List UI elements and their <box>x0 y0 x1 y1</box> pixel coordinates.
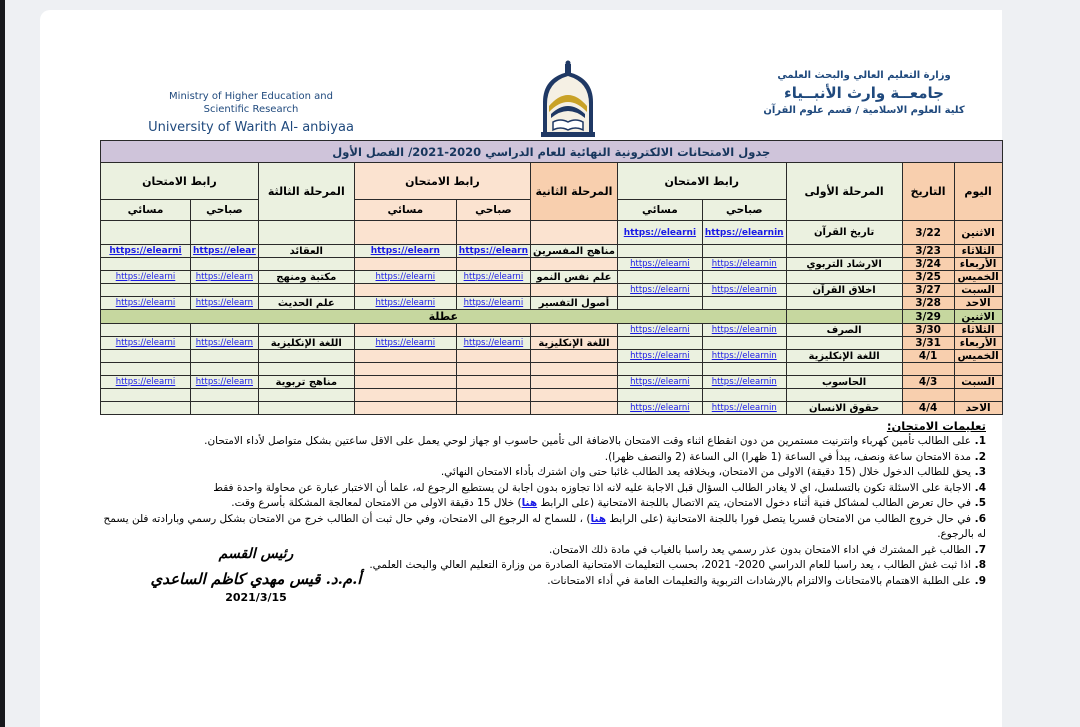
s3-subject-cell: مناهج تربوية <box>258 376 354 389</box>
stage3-evening-header: مسائي <box>101 200 191 221</box>
s1-evening-exam-link[interactable]: https://elearni <box>617 402 702 415</box>
s3-morning-exam-link <box>191 221 259 245</box>
col-date-header: التاريخ <box>902 163 954 221</box>
s3-subject-cell <box>258 402 354 415</box>
table-row <box>101 376 1003 389</box>
s2-evening-exam-link <box>354 402 456 415</box>
s2-subject-cell <box>531 258 618 271</box>
day-cell: الاحد <box>954 402 1002 415</box>
table-row <box>101 297 1003 310</box>
here-link[interactable]: هنا <box>590 512 607 525</box>
instruction-number: 7. <box>971 543 986 556</box>
instruction-text: يحق للطالب الدخول خلال (15 دقيقة) الاولى من الامتحان، وبخلافه يعد الطالب غائبا حتى وان اشترك بأداء الامتحان النهائي. <box>440 466 972 478</box>
date-cell: 3/29 <box>902 310 954 324</box>
table-title-row <box>101 141 1003 163</box>
date-cell: 3/30 <box>902 324 954 337</box>
s2-evening-exam-link <box>354 324 456 337</box>
s2-morning-exam-link <box>456 402 530 415</box>
s3-evening-exam-link <box>101 284 191 297</box>
table-title: جدول الامتحانات الالكترونية النهائية للعام الدراسي 2020-2021/ الفصل الأول <box>101 141 1003 163</box>
s1-evening-exam-link <box>617 337 702 350</box>
instruction-text: ) خلال 15 دقيقة الاولى من الامتحان لمعالجة المشكلة بأسرع وقت. <box>231 497 522 509</box>
s3-subject-cell: العقائد <box>258 245 354 258</box>
date-cell: 3/22 <box>902 221 954 245</box>
table-row <box>101 389 1003 402</box>
day-cell: الخميس <box>954 350 1002 363</box>
stage2-examlink-header: رابط الامتحان <box>354 163 530 200</box>
s2-morning-exam-link <box>456 284 530 297</box>
stage1-examlink-header: رابط الامتحان <box>617 163 786 200</box>
signature-role: رئيس القسم <box>218 546 294 562</box>
s1-evening-exam-link[interactable]: https://elearni <box>617 284 702 297</box>
s3-subject-cell: اللغة الإنكليزية <box>258 337 354 350</box>
table-row <box>101 284 1003 297</box>
s3-subject-cell <box>258 324 354 337</box>
s3-morning-exam-link <box>191 258 259 271</box>
date-cell <box>902 389 954 402</box>
date-cell: 3/25 <box>902 271 954 284</box>
s2-subject-cell: أصول التفسير <box>531 297 618 310</box>
ministry-ar: وزارة التعليم العالي والبحث العلمي <box>777 70 951 81</box>
s2-morning-exam-link <box>456 363 530 376</box>
s3-morning-exam-link[interactable]: https://elear <box>191 245 259 258</box>
date-cell: 4/1 <box>902 350 954 363</box>
s1-subject-cell: حقوق الانسان <box>786 402 902 415</box>
table-row <box>101 324 1003 337</box>
date-cell: 3/27 <box>902 284 954 297</box>
day-cell: الاثنين <box>954 221 1002 245</box>
s1-morning-exam-link[interactable]: https://elearnin <box>702 258 786 271</box>
s1-evening-exam-link <box>617 271 702 284</box>
day-cell: السبت <box>954 376 1002 389</box>
day-cell: الأربعاء <box>954 258 1002 271</box>
stage3-morning-header: صباحي <box>191 200 259 221</box>
s3-evening-exam-link <box>101 258 191 271</box>
s1-evening-exam-link[interactable]: https://elearni <box>617 324 702 337</box>
day-cell: الثلاثاء <box>954 245 1002 258</box>
s3-evening-exam-link <box>101 221 191 245</box>
instruction-number: 9. <box>971 574 986 587</box>
s2-morning-exam-link <box>456 221 530 245</box>
s1-evening-exam-link[interactable]: https://elearni <box>617 376 702 389</box>
s2-subject-cell <box>531 350 618 363</box>
s3-subject-cell <box>258 284 354 297</box>
scan-right-margin <box>1002 0 1080 727</box>
col-stage1-header: المرحلة الأولى <box>786 163 902 221</box>
table-row <box>101 245 1003 258</box>
s1-morning-exam-link[interactable]: https://elearnin <box>702 402 786 415</box>
s3-evening-exam-link <box>101 363 191 376</box>
s2-evening-exam-link[interactable]: https://elearni <box>354 297 456 310</box>
college-ar: كلية العلوم الاسلامية / قسم علوم القرآن <box>763 105 965 116</box>
s2-evening-exam-link <box>354 389 456 402</box>
s2-subject-cell <box>531 284 618 297</box>
day-cell <box>954 363 1002 376</box>
s1-subject-cell <box>786 389 902 402</box>
s1-subject-cell <box>786 363 902 376</box>
instruction-item <box>98 434 986 450</box>
exam-schedule-table <box>100 140 1003 415</box>
date-cell: 3/24 <box>902 258 954 271</box>
s2-subject-cell: اللغة الإنكليزية <box>531 337 618 350</box>
table-row <box>101 337 1003 350</box>
instruction-number: 4. <box>971 481 986 494</box>
s3-evening-exam-link[interactable]: https://elearni <box>101 337 191 350</box>
instruction-item <box>98 465 986 481</box>
s3-evening-exam-link <box>101 402 191 415</box>
instruction-item <box>98 496 986 512</box>
s3-subject-cell <box>258 221 354 245</box>
table-row <box>101 271 1003 284</box>
date-cell: 4/3 <box>902 376 954 389</box>
holiday-cell: عطلة <box>101 310 787 324</box>
instruction-text: ) ، للسماح له الرجوع الى الامتحان، وفي حال ثبت أن الطالب خرج من الامتحان بشكل رسمي وبارادته فلن يسمح له بالرجوع. <box>103 512 986 540</box>
s2-evening-exam-link <box>354 376 456 389</box>
instruction-item <box>98 512 986 543</box>
instruction-text: اذا ثبت غش الطالب ، يعد راسبا للعام الدراسي 2020- 2021، بحسب التعليمات الامتحانية الصادرة من وزارة التعليم العالي والبحث العلمي. <box>369 559 972 571</box>
s1-evening-exam-link[interactable]: https://elearni <box>617 350 702 363</box>
s1-morning-exam-link <box>702 297 786 310</box>
date-cell: 4/4 <box>902 402 954 415</box>
signature-date: 2021/3/15 <box>225 591 287 604</box>
scan-edge-artifact <box>0 0 5 727</box>
date-cell: 3/31 <box>902 337 954 350</box>
s2-evening-exam-link[interactable]: https://elearn <box>354 245 456 258</box>
s3-morning-exam-link <box>191 284 259 297</box>
stage1-evening-header: مسائي <box>617 200 702 221</box>
s1-morning-exam-link[interactable]: https://elearnin <box>702 324 786 337</box>
date-cell <box>902 363 954 376</box>
s3-morning-exam-link <box>191 350 259 363</box>
table-header-row <box>101 163 1003 200</box>
instruction-number: 5. <box>971 497 986 509</box>
s2-evening-exam-link[interactable]: https://elearni <box>354 337 456 350</box>
s2-evening-exam-link <box>354 221 456 245</box>
instruction-number: 1. <box>971 435 986 447</box>
here-link[interactable]: هنا <box>521 497 538 509</box>
s2-morning-exam-link <box>456 324 530 337</box>
table-row <box>101 258 1003 271</box>
s3-subject-cell: علم الحديث <box>258 297 354 310</box>
s2-morning-exam-link <box>456 258 530 271</box>
s3-subject-cell <box>258 350 354 363</box>
instruction-text: في حال تعرض الطالب لمشاكل فنية أثناء دخول الامتحان، يتم الاتصال باللجنة الامتحانية (على الرابط <box>537 497 972 509</box>
s2-subject-cell <box>531 363 618 376</box>
s3-evening-exam-link <box>101 324 191 337</box>
s3-evening-exam-link[interactable]: https://elearni <box>101 376 191 389</box>
s2-evening-exam-link[interactable]: https://elearni <box>354 271 456 284</box>
day-cell: الخميس <box>954 271 1002 284</box>
col-stage3-header: المرحلة الثالثة <box>258 163 354 221</box>
s2-subject-cell <box>531 221 618 245</box>
s2-morning-exam-link[interactable]: https://elearni <box>456 297 530 310</box>
s3-morning-exam-link[interactable]: https://elearn <box>191 297 259 310</box>
stage3-examlink-header: رابط الامتحان <box>101 163 259 200</box>
s3-evening-exam-link[interactable]: https://elearni <box>101 245 191 258</box>
s1-morning-exam-link[interactable]: https://elearnin <box>702 284 786 297</box>
instruction-item <box>98 450 986 466</box>
s3-subject-cell: مكتبة ومنهج <box>258 271 354 284</box>
day-cell: السبت <box>954 284 1002 297</box>
s3-morning-exam-link <box>191 324 259 337</box>
instruction-number: 3. <box>971 466 986 478</box>
university-ar: جامعــة وارث الأنبــياء <box>784 84 944 102</box>
day-cell: الثلاثاء <box>954 324 1002 337</box>
instruction-number: 2. <box>971 450 986 463</box>
s2-subject-cell: علم نفس النمو <box>531 271 618 284</box>
day-cell <box>954 389 1002 402</box>
stage1-morning-header: صباحي <box>702 200 786 221</box>
s3-evening-exam-link <box>101 350 191 363</box>
s2-subject-cell: مناهج المفسرين <box>531 245 618 258</box>
header-english <box>118 90 384 137</box>
stage1-subject-cell <box>786 310 902 324</box>
stage2-evening-header: مسائي <box>354 200 456 221</box>
s3-evening-exam-link <box>101 389 191 402</box>
table-row <box>101 221 1003 245</box>
table-row <box>101 363 1003 376</box>
s1-subject-cell <box>786 271 902 284</box>
s3-morning-exam-link[interactable]: https://elearn <box>191 337 259 350</box>
date-cell: 3/28 <box>902 297 954 310</box>
s2-morning-exam-link[interactable]: https://elearni <box>456 337 530 350</box>
col-day-header: اليوم <box>954 163 1002 221</box>
instruction-number: 8. <box>971 559 986 571</box>
instruction-text: مدة الامتحان ساعة ونصف، يبدأ في الساعة (1 ظهرا) الى الساعة (2 والنصف ظهرا). <box>604 450 972 463</box>
s1-morning-exam-link[interactable]: https://elearnin <box>702 376 786 389</box>
table-row <box>101 402 1003 415</box>
s2-morning-exam-link[interactable]: https://elearni <box>456 271 530 284</box>
s1-subject-cell: الصرف <box>786 324 902 337</box>
s3-subject-cell <box>258 258 354 271</box>
s2-subject-cell <box>531 324 618 337</box>
table-row <box>101 310 1003 324</box>
s1-morning-exam-link <box>702 363 786 376</box>
s1-subject-cell: اللغة الإنكليزية <box>786 350 902 363</box>
day-cell: الاحد <box>954 297 1002 310</box>
s1-subject-cell: الارشاد التربوي <box>786 258 902 271</box>
day-cell: الاثنين <box>954 310 1002 324</box>
s3-subject-cell <box>258 363 354 376</box>
ministry-en-line1: Ministry of Higher Education and <box>169 91 333 102</box>
s1-morning-exam-link <box>702 337 786 350</box>
instruction-text: الطالب غير المشترك في اداء الامتحان بدون عذر رسمي يعد راسبا بالغياب في مادة ذلك الامتحان. <box>549 543 972 556</box>
signature-block <box>128 546 384 604</box>
s3-evening-exam-link[interactable]: https://elearni <box>101 297 191 310</box>
s2-evening-exam-link <box>354 350 456 363</box>
s2-subject-cell <box>531 389 618 402</box>
university-en: University of Warith Al- anbiyaa <box>148 120 354 135</box>
s1-evening-exam-link <box>617 297 702 310</box>
header-arabic <box>756 68 972 118</box>
s3-subject-cell <box>258 389 354 402</box>
instruction-text: في حال خروج الطالب من الامتحان قسريا يتصل فورا باللجنة الامتحانية (على الرابط <box>606 512 972 525</box>
signature-name: أ.م.د. قيس مهدي كاظم الساعدي <box>150 570 362 588</box>
s1-subject-cell <box>786 297 902 310</box>
s1-subject-cell: تاريخ القرآن <box>786 221 902 245</box>
s1-morning-exam-link[interactable]: https://elearnin <box>702 221 786 245</box>
s1-morning-exam-link <box>702 245 786 258</box>
s1-subject-cell: الحاسوب <box>786 376 902 389</box>
s2-morning-exam-link <box>456 376 530 389</box>
s2-morning-exam-link <box>456 350 530 363</box>
instruction-item <box>98 481 986 497</box>
s1-morning-exam-link[interactable]: https://elearnin <box>702 350 786 363</box>
table-row <box>101 350 1003 363</box>
s1-evening-exam-link[interactable]: https://elearni <box>617 258 702 271</box>
s1-evening-exam-link <box>617 363 702 376</box>
ministry-en-line2: Scientific Research <box>203 104 299 115</box>
s3-morning-exam-link[interactable]: https://elearn <box>191 271 259 284</box>
s2-evening-exam-link <box>354 363 456 376</box>
instruction-text: الاجابة على الاسئلة تكون بالتسلسل، اي لا يغادر الطالب السؤال قبل الاجابة عليه لانه اذا تجاوزه بدون اجابة لن يستطيع الرجوع له، علما أن الاختبار عبارة عن محاولة واحدة فقط <box>213 481 972 494</box>
instruction-text: على الطالب تأمين كهرباء وانترنيت مستمرين من دون انقطاع اثناء وقت الامتحان بالاضافة الى تأمين حاسوب او جهاز لوحي يعمل على الاقل ساعتين بشكل متواصل لأداء الامتحان. <box>204 435 972 447</box>
date-cell: 3/23 <box>902 245 954 258</box>
s1-morning-exam-link <box>702 389 786 402</box>
s3-evening-exam-link[interactable]: https://elearni <box>101 271 191 284</box>
s3-morning-exam-link <box>191 389 259 402</box>
exam-instructions-title: تعليمات الامتحان: <box>886 419 986 433</box>
s1-subject-cell <box>786 337 902 350</box>
s2-evening-exam-link <box>354 258 456 271</box>
s1-subject-cell <box>786 245 902 258</box>
s3-morning-exam-link <box>191 402 259 415</box>
s3-morning-exam-link[interactable]: https://elearn <box>191 376 259 389</box>
s1-evening-exam-link[interactable]: https://elearni <box>617 221 702 245</box>
s1-evening-exam-link <box>617 245 702 258</box>
s1-morning-exam-link <box>702 271 786 284</box>
instruction-number: 6. <box>971 512 986 525</box>
university-logo-icon <box>537 60 599 140</box>
day-cell: الأربعاء <box>954 337 1002 350</box>
s1-subject-cell: اخلاق القرآن <box>786 284 902 297</box>
stage2-morning-header: صباحي <box>456 200 530 221</box>
s1-evening-exam-link <box>617 389 702 402</box>
s2-morning-exam-link <box>456 389 530 402</box>
s2-morning-exam-link[interactable]: https://elearn <box>456 245 530 258</box>
s2-subject-cell <box>531 376 618 389</box>
instruction-text: على الطلبة الاهتمام بالامتحانات والالتزام بالإرشادات التربوية والتعليمات العامة في أداء الامتحانات. <box>547 574 972 587</box>
s2-evening-exam-link <box>354 284 456 297</box>
col-stage2-header: المرحلة الثانية <box>531 163 618 221</box>
s2-subject-cell <box>531 402 618 415</box>
s3-morning-exam-link <box>191 363 259 376</box>
